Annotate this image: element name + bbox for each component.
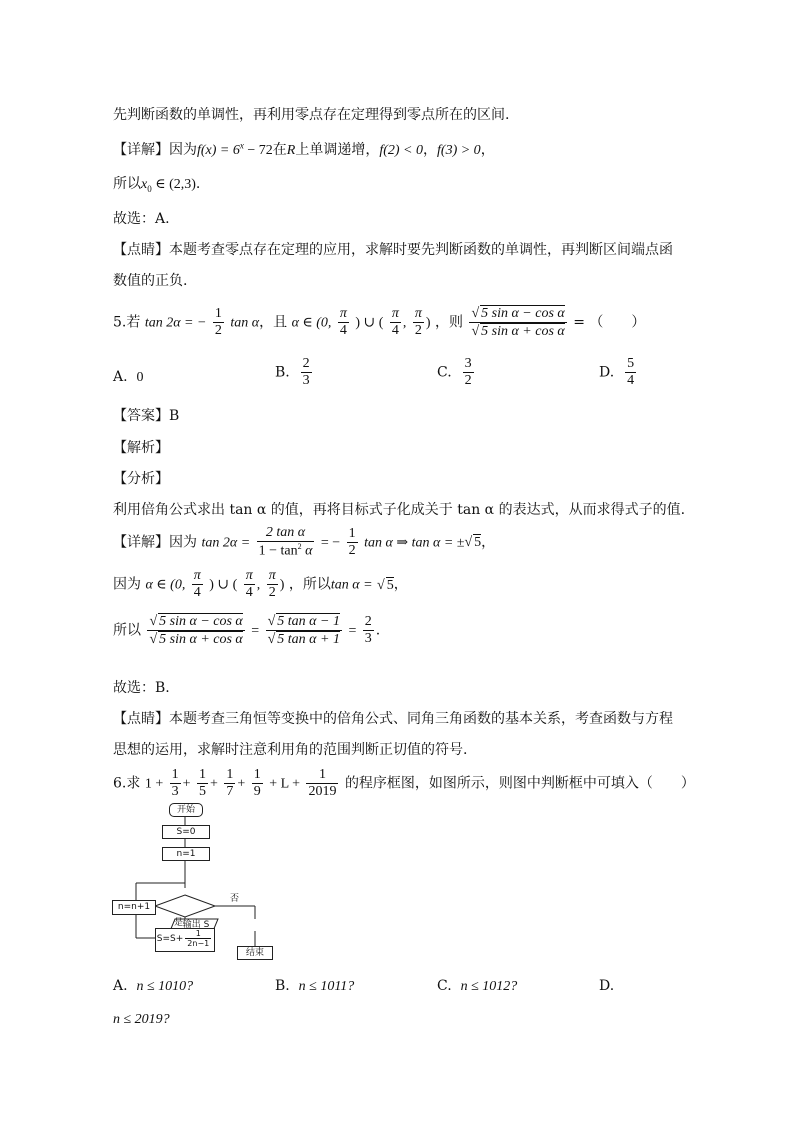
- flowchart: [110, 803, 300, 968]
- denominator: 2: [268, 585, 276, 601]
- denominator: 4: [391, 323, 399, 339]
- flow-end: 结束: [237, 946, 273, 960]
- numerator: √ 5 sin α − cos α: [147, 613, 244, 631]
- math-sub: 0: [147, 183, 152, 194]
- math-tan: tan α =: [330, 577, 373, 593]
- numerator: 2 tan α: [257, 525, 315, 542]
- numerator: π: [192, 568, 203, 585]
- denominator: 4: [193, 585, 201, 601]
- q6-option-b: [275, 978, 354, 995]
- detail-end: .: [375, 622, 381, 639]
- detail-text: 在: [272, 142, 287, 158]
- denominator-alpha: α: [301, 543, 313, 559]
- comment-text: 本题考查零点存在定理的应用，求解时要先判断函数的单调性，再判断区间端点函: [169, 242, 673, 258]
- math-alpha-in: α ∈ (0,: [291, 315, 332, 331]
- denominator: [257, 542, 315, 560]
- expr-den: 5 sin α + cos α: [481, 324, 565, 340]
- denominator: 5: [199, 784, 207, 800]
- detail-tag: 【详解】: [113, 534, 169, 551]
- numerator: 1: [306, 767, 338, 784]
- detail-text: 上单调递增，: [295, 142, 380, 158]
- fraction-term: [170, 767, 181, 800]
- detail-text: 所以: [113, 622, 141, 639]
- expr-num: 5 tan α − 1: [277, 614, 340, 629]
- option-label: C.: [437, 364, 452, 381]
- text-and: ，且: [259, 314, 288, 331]
- numerator: 1: [197, 767, 208, 784]
- q4-comment-cont: 数值的正负.: [113, 273, 188, 289]
- detail-text: ，: [423, 142, 438, 158]
- denominator: 4: [245, 585, 253, 601]
- q5-comment-cont: 思想的运用，求解时注意利用角的范围判断正切值的符号.: [113, 742, 468, 758]
- math-eq: = −: [320, 535, 341, 551]
- denominator-exponent: 2: [297, 542, 302, 552]
- denominator: 2: [464, 373, 472, 389]
- expr-num: 5 sin α − cos α: [481, 306, 565, 321]
- numerator: 1: [170, 767, 181, 784]
- expr-den: 5 tan α + 1: [277, 632, 340, 648]
- math-constant: − 72: [243, 143, 273, 158]
- option-label: B.: [275, 978, 290, 994]
- numerator: 1: [224, 767, 235, 784]
- option-label: A.: [113, 978, 128, 994]
- denominator: 2019: [308, 784, 337, 800]
- math-plus: +: [182, 776, 191, 792]
- numerator: π: [390, 306, 401, 323]
- math-comma: ,: [402, 315, 407, 331]
- q5-comment: [113, 708, 673, 728]
- numerator: 2: [363, 614, 374, 631]
- option-value: n ≤ 2019?: [113, 1012, 170, 1027]
- question-number: 5.若: [113, 314, 141, 331]
- q5-question: [113, 305, 645, 340]
- option-label: B.: [275, 364, 290, 381]
- fraction-double-angle: [257, 525, 315, 560]
- q6-question: [113, 767, 695, 800]
- flow-start: 开始: [169, 803, 203, 817]
- q5-answer: 【答案】B: [113, 408, 180, 424]
- q5-detail-3: [113, 613, 380, 648]
- question-number: 6.求: [113, 775, 141, 792]
- fraction-pi-2: [413, 306, 424, 339]
- numerator: 2: [301, 356, 312, 373]
- denominator: 7: [226, 784, 234, 800]
- denominator: √ 5 sin α + cos α: [471, 324, 565, 340]
- numerator: π: [267, 568, 278, 585]
- math-dots: + L +: [269, 776, 301, 792]
- math-x0: x: [141, 177, 148, 192]
- flow-init-n: n=1: [162, 847, 210, 861]
- question-text: 的程序框图，如图所示，则图中判断框中可填入（ ）: [344, 775, 695, 792]
- math-plus: +: [210, 776, 218, 792]
- math-interval: ∈ (2,3): [151, 177, 196, 192]
- fraction-target: [469, 305, 566, 340]
- math-set: R: [286, 143, 296, 158]
- math-tan2a: tan 2α =: [201, 535, 251, 551]
- numerator: 3: [463, 356, 474, 373]
- numerator: 1: [252, 767, 263, 784]
- detail-text: 因为: [169, 142, 197, 158]
- numerator: π: [413, 306, 424, 323]
- detail-end: ，: [393, 576, 408, 593]
- numerator: 1: [213, 306, 224, 323]
- math-close: ): [425, 315, 431, 331]
- denominator: 2n−1: [187, 939, 210, 949]
- q6-option-a: [113, 978, 193, 995]
- fraction-term: [252, 767, 263, 800]
- text-then: ，则: [434, 314, 463, 331]
- fraction-pi-4: [338, 306, 349, 339]
- fraction-last-term: [306, 767, 338, 800]
- update-text: S=S+: [156, 934, 184, 945]
- fraction-target: [147, 613, 244, 648]
- q5-option-a: [113, 369, 143, 386]
- expr-num: 5 sin α − cos α: [159, 614, 243, 629]
- q5-choose: 故选：B.: [113, 680, 170, 696]
- equals-blank: = （ ）: [573, 314, 646, 331]
- sqrt-symbol: √ 5: [377, 577, 394, 593]
- q6-option-d-label: D.: [599, 978, 615, 994]
- math-cup: ) ∪ (: [209, 577, 238, 593]
- detail-text: 因为: [169, 534, 197, 551]
- math-tan2a: tan 2α = −: [144, 315, 207, 331]
- denominator: 4: [339, 323, 347, 339]
- option-value: n ≤ 1011?: [298, 979, 355, 994]
- option-label: A.: [113, 369, 128, 385]
- option-label: D.: [599, 364, 615, 381]
- q6-option-c: [437, 978, 517, 995]
- q4-comment: [113, 239, 673, 259]
- intro-text: 先判断函数的单调性，再利用零点存在定理得到零点所在的区间.: [113, 107, 510, 123]
- math-plus: +: [237, 776, 246, 792]
- option-fraction: [463, 356, 474, 389]
- denominator: 2: [214, 323, 222, 339]
- math-cup: ) ∪ (: [355, 315, 384, 331]
- fraction-pi-2: [267, 568, 278, 601]
- denominator: 3: [364, 631, 372, 647]
- flow-init-s: S=0: [162, 825, 210, 839]
- math-eq: =: [251, 623, 260, 639]
- flow-no-label: 否: [230, 894, 240, 904]
- q4-so: [113, 173, 200, 194]
- fraction-pi-4: [192, 568, 203, 601]
- detail-text: ，: [480, 142, 495, 158]
- denominator: √ 5 sin α + cos α: [149, 632, 243, 648]
- math-tana: tan α: [230, 315, 260, 331]
- denominator-text: 1 − tan: [258, 543, 298, 559]
- denominator: 2: [348, 542, 356, 558]
- math-comma: ,: [256, 577, 261, 593]
- q5-option-d: [599, 356, 638, 389]
- flow-update: [155, 928, 215, 952]
- fraction-pi-4b: [390, 306, 401, 339]
- numerator: π: [244, 568, 255, 585]
- so-text: 所以: [113, 176, 141, 192]
- fraction-term: [224, 767, 235, 800]
- option-value: 0: [136, 370, 144, 385]
- fraction-result: [363, 614, 374, 647]
- denominator: 4: [627, 373, 635, 389]
- numerator: 1: [347, 526, 358, 543]
- math-function: f(x) = 6: [197, 143, 240, 158]
- math-f3: f(3) > 0: [437, 143, 481, 158]
- denominator: √ 5 tan α + 1: [267, 632, 340, 648]
- math-close: ): [279, 577, 285, 593]
- denominator: 3: [171, 784, 179, 800]
- math-eq: =: [348, 623, 357, 639]
- detail-text: ，所以: [288, 576, 331, 593]
- option-label: C.: [437, 978, 452, 994]
- q5-option-b: [275, 356, 314, 389]
- math-implies: tan α ⇒ tan α = ±: [364, 535, 465, 551]
- flow-output: 输出 S: [182, 920, 210, 930]
- math-f2: f(2) < 0: [379, 143, 424, 158]
- fraction-term: [197, 767, 208, 800]
- numerator: π: [338, 306, 349, 323]
- option-fraction: [301, 356, 312, 389]
- comment-tag: 【点睛】: [113, 242, 169, 258]
- so-end: .: [195, 176, 201, 192]
- q5-analysis-text: 利用倍角公式求出 tan α 的值，再将目标式子化成关于 tan α 的表达式，从而求得式子的值.: [113, 502, 686, 518]
- detail-text: 因为: [113, 576, 141, 593]
- flow-yes-label: 是: [174, 918, 184, 928]
- detail-tag: 【详解】: [113, 142, 169, 158]
- option-fraction: [625, 356, 636, 389]
- sqrt-value: 5: [386, 577, 394, 593]
- q4-detail: [113, 139, 495, 159]
- comment-tag: 【点睛】: [113, 711, 169, 727]
- update-fraction: [185, 929, 211, 948]
- q6-option-d-value: [113, 1011, 170, 1028]
- flow-increment: n=n+1: [112, 900, 156, 915]
- sqrt-symbol: √ 5: [464, 535, 482, 551]
- option-value: n ≤ 1010?: [136, 979, 194, 994]
- q5-detail-2: [113, 568, 408, 601]
- comment-text: 本题考查三角恒等变换中的倍角公式、同角三角函数的基本关系，考查函数与方程: [169, 711, 673, 727]
- expr-den: 5 sin α + cos α: [159, 632, 243, 648]
- sqrt-value: 5: [474, 535, 482, 551]
- q5-analysis: 【解析】: [113, 440, 169, 456]
- denominator: 9: [253, 784, 261, 800]
- numerator: √ 5 tan α − 1: [266, 613, 342, 631]
- q5-analysis-sub: 【分析】: [113, 471, 169, 487]
- detail-end: ，: [481, 534, 496, 551]
- fraction-tan-form: [266, 613, 342, 648]
- denominator: 3: [302, 373, 310, 389]
- denominator: 2: [414, 323, 422, 339]
- numerator: 5: [625, 356, 636, 373]
- option-value: n ≤ 1012?: [460, 979, 518, 994]
- fraction-pi-4b: [244, 568, 255, 601]
- q5-detail-1: [113, 525, 495, 560]
- math-alpha-in: α ∈ (0,: [145, 577, 186, 593]
- fraction-half: [213, 306, 224, 339]
- fraction-half: [347, 526, 358, 559]
- math-exponent: x: [239, 140, 244, 151]
- math-one: 1 +: [144, 776, 164, 792]
- numerator: 1: [185, 929, 211, 939]
- numerator: √ 5 sin α − cos α: [469, 305, 566, 323]
- q4-choose: 故选：A.: [113, 211, 170, 227]
- q5-option-c: [437, 356, 476, 389]
